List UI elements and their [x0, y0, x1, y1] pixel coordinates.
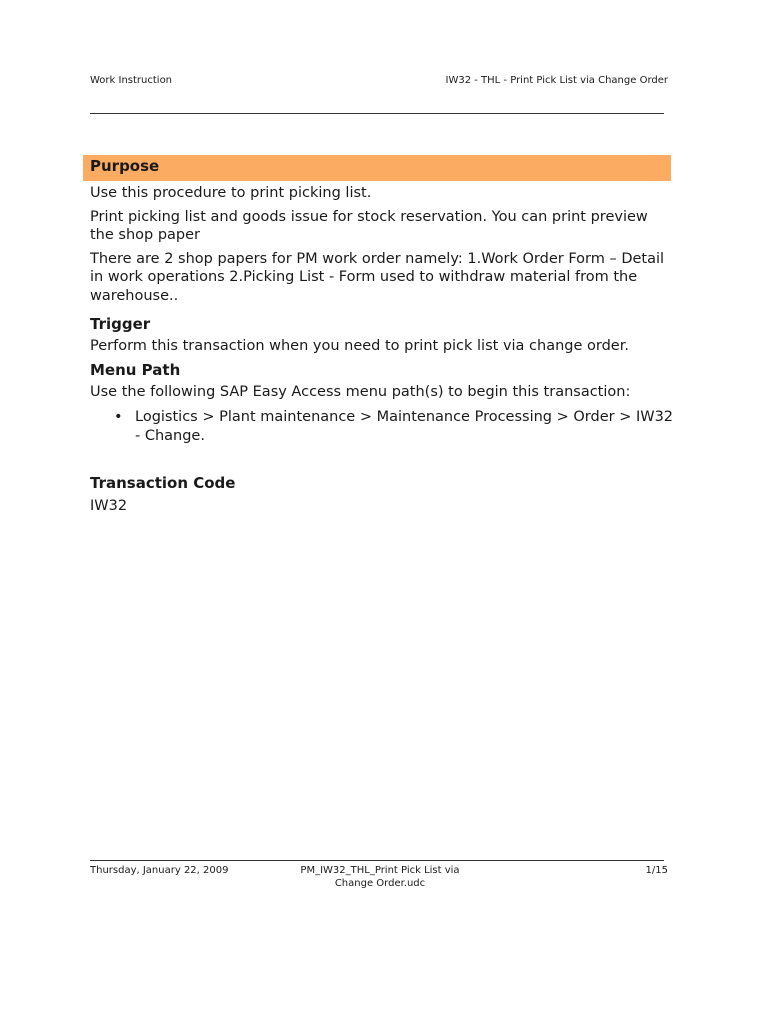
trigger-heading: Trigger [90, 315, 151, 333]
transaction-code-value: IW32 [90, 498, 128, 514]
footer-filename-line-1: PM_IW32_THL_Print Pick List via [300, 865, 460, 876]
header-doc-type: Work Instruction [90, 75, 173, 86]
menu-path-item-text: Logistics > Plant maintenance > Maintenance Processing > Order > IW32 - Change. [135, 409, 674, 444]
header-divider [90, 113, 664, 114]
footer-divider [90, 860, 664, 861]
purpose-paragraph-1: Use this procedure to print picking list. [90, 185, 372, 201]
purpose-paragraph-2: Print picking list and goods issue for stock reservation. You can print preview the shop paper [90, 208, 648, 243]
purpose-heading-bar [83, 155, 671, 181]
header-doc-title: IW32 - THL - Print Pick List via Change Order [445, 75, 668, 86]
purpose-paragraph-3: There are 2 shop papers for PM work order namely: 1.Work Order Form – Detail in work operations 2.Picking List - Form used to withdraw material from the warehouse.. [90, 250, 665, 304]
footer-page-number: 1/15 [645, 865, 668, 876]
trigger-paragraph: Perform this transaction when you need to print pick list via change order. [90, 338, 629, 354]
menu-path-list-item [90, 408, 675, 445]
menu-path-heading: Menu Path [90, 360, 181, 379]
footer-date: Thursday, January 22, 2009 [90, 865, 229, 876]
purpose-heading: Purpose [90, 157, 160, 175]
bullet-icon: • [114, 409, 123, 425]
footer-filename [290, 865, 470, 890]
document-body [90, 182, 675, 516]
footer-filename-line-2: Change Order.udc [334, 877, 426, 889]
transaction-code-heading: Transaction Code [90, 474, 236, 492]
menu-path-paragraph: Use the following SAP Easy Access menu path(s) to begin this transaction: [90, 383, 631, 400]
